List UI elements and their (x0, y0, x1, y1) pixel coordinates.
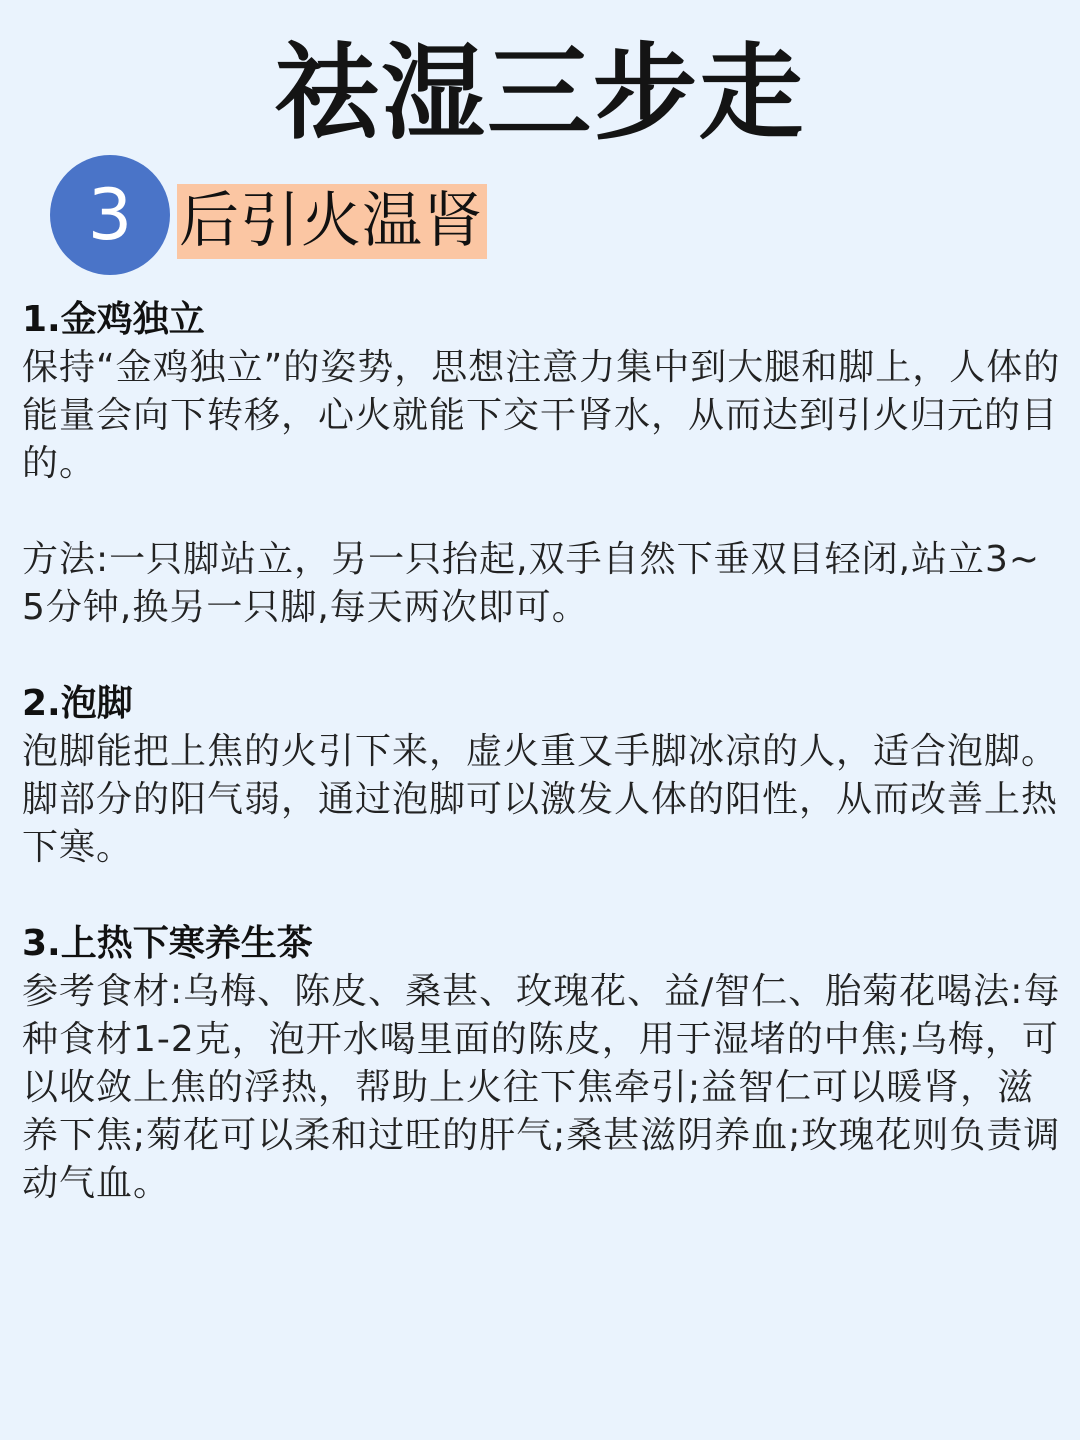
section-paragraph: 泡脚能把上焦的火引下来，虚火重又手脚冰凉的人，适合泡脚。脚部分的阳气弱，通过泡脚可以激发人体的阳性，从而改善上热下寒。 (22, 731, 1059, 868)
section-jinji-duli (22, 296, 1062, 632)
section-paojiao (22, 680, 1062, 872)
section-spacer (22, 872, 1062, 920)
section-spacer (22, 632, 1062, 680)
section-heading: 2.泡脚 (22, 683, 133, 724)
section-heading: 3.上热下寒养生茶 (22, 923, 313, 964)
section-heading: 1.金鸡独立 (22, 299, 205, 340)
content-body (22, 296, 1062, 1208)
step-title: 后引火温肾 (177, 184, 487, 259)
step-header (50, 155, 950, 279)
section-paragraph: 方法:一只脚站立，另一只抬起,双手自然下垂双目轻闭,站立3~5分钟,换另一只脚,每天两次即可。 (22, 539, 1041, 628)
page-title: 祛湿三步走 (274, 32, 805, 154)
step-number-badge: 3 (50, 155, 170, 275)
section-paragraph: 参考食材:乌梅、陈皮、桑甚、玫瑰花、益/智仁、胎菊花喝法:每种食材1-2克，泡开水喝里面的陈皮，用于湿堵的中焦;乌梅，可以收敛上焦的浮热，帮助上火往下焦牵引;益智仁可以暖肾，滋养下焦;菊花可以柔和过旺的肝气;桑甚滋阴养血;玫瑰花则负责调动气血。 (22, 971, 1061, 1204)
section-tea (22, 920, 1062, 1208)
section-paragraph: 保持“金鸡独立”的姿势，思想注意力集中到大腿和脚上，人体的能量会向下转移，心火就能下交干肾水，从而达到引火归元的目的。 (22, 347, 1061, 484)
paragraph-spacer (22, 488, 1062, 536)
